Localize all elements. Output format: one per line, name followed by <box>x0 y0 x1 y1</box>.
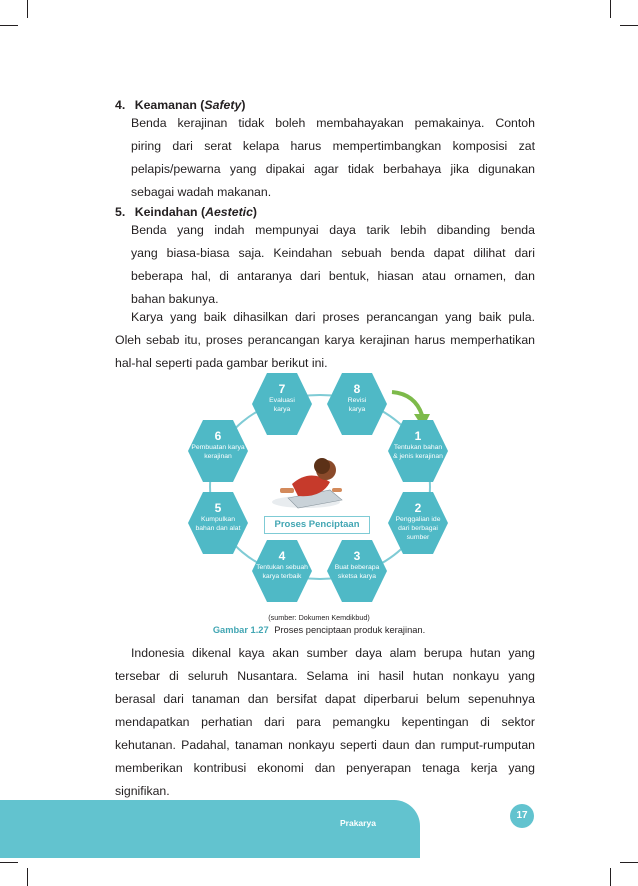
step-8-number: 8 <box>353 382 361 396</box>
step-5-text: Kumpulkan <box>200 516 235 523</box>
item4-line: Benda kerajinan tidak boleh membahayakan pemakainya. Contoh <box>131 116 535 130</box>
step-3-text: sketsa karya <box>337 573 377 580</box>
process-diagram <box>170 370 470 600</box>
footer-subject: Prakarya <box>340 818 376 828</box>
intro-line: hal-hal seperti pada gambar berikut ini. <box>115 356 328 370</box>
crop-mark <box>27 868 28 886</box>
step-5-text: bahan dan alat <box>195 525 241 532</box>
step-4-text: Tentukan sebuah <box>256 564 308 571</box>
page-number: 17 <box>510 804 534 828</box>
figure-caption-text: Proses penciptaan produk kerajinan. <box>274 625 426 635</box>
step-2-text: Penggalian ide <box>395 516 441 523</box>
item4-line: sebagai wadah makanan. <box>131 185 272 199</box>
figure-source: (sumber: Dokumen Kemdikbud) <box>268 613 370 622</box>
step-4-label <box>244 549 320 581</box>
crop-mark <box>610 0 611 18</box>
item5-line: beberapa hal, di antaranya dari bentuk, hiasan atau ornamen, dan <box>131 269 535 283</box>
closing-line: kehutanan. Padahal, tanaman nonkayu seperti daun dan rumput-rumputan <box>115 738 535 752</box>
step-8-text: Revisi <box>347 397 367 404</box>
step-1-number: 1 <box>414 429 422 443</box>
item4-title-english: Safety <box>204 98 242 112</box>
center-label: Proses Penciptaan <box>264 516 370 534</box>
step-7-label <box>244 382 320 414</box>
step-1-label <box>380 429 456 461</box>
item5-number: 5. <box>115 205 126 219</box>
closing-line: berasal dari tanaman dan bersifat dapat diperbarui belum sepenuhnya <box>115 692 535 706</box>
step-7-text: Evaluasi <box>269 397 295 404</box>
step-3-text: Buat beberapa <box>334 564 380 571</box>
closing-line: Indonesia dikenal kaya akan sumber daya alam berupa hutan yang <box>131 646 535 660</box>
intro-line: Oleh sebab itu, proses perancangan karya kerajinan harus memperhatikan <box>115 333 535 347</box>
figure-caption-label: Gambar 1.27 <box>212 625 269 635</box>
step-1-text: & jenis kerajinan <box>393 453 443 460</box>
item4-line: piring dari serat kelapa harus mempertimbangkan komposisi zat <box>131 139 535 153</box>
item5-title: Keindahan <box>134 205 198 219</box>
step-2-number: 2 <box>414 501 422 515</box>
step-5-label <box>180 501 256 533</box>
item5-line: bahan bakunya. <box>131 292 219 306</box>
crop-mark <box>0 25 18 26</box>
item4-heading: 4. Keamanan (Safety) <box>115 98 246 112</box>
step-2-text: dari berbagai <box>398 525 438 532</box>
crop-mark <box>620 862 638 863</box>
intro-line: Karya yang baik dihasilkan dari proses perancangan yang baik pula. <box>131 310 535 324</box>
crop-mark <box>620 25 638 26</box>
step-3-number: 3 <box>353 549 361 563</box>
step-8-label <box>319 382 395 414</box>
item5-line: Benda yang indah mempunyai daya tarik lebih dibanding benda <box>131 223 535 237</box>
item4-body <box>131 112 535 204</box>
item4-line: pelapis/pewarna yang dipakai agar tidak berbahaya jika digunakan <box>131 162 535 176</box>
step-8-text: karya <box>348 406 366 413</box>
step-7-number: 7 <box>278 382 286 396</box>
item5-title-english: Aestetic <box>205 205 253 219</box>
step-2-label <box>380 501 456 542</box>
cycle-arrow-icon <box>392 392 422 415</box>
item4-title: Keamanan <box>134 98 197 112</box>
item5-body <box>131 219 535 311</box>
step-4-number: 4 <box>278 549 286 563</box>
step-6-text: kerajinan <box>204 453 232 460</box>
crop-mark <box>0 862 18 863</box>
step-1-text: Tentukan bahan <box>393 444 443 451</box>
closing-paragraph <box>115 642 535 803</box>
crop-mark <box>27 0 28 18</box>
step-4-text: karya terbaik <box>262 573 302 580</box>
step-7-text: karya <box>273 406 291 413</box>
step-6-number: 6 <box>214 429 222 443</box>
closing-line: tersebar di seluruh Nusantara. Selama ini hasil hutan nonkayu yang <box>115 669 535 683</box>
item5-line: yang biasa-biasa saja. Keindahan sebuah benda dapat dilihat dari <box>131 246 535 260</box>
figure-caption <box>0 625 638 635</box>
closing-line: mendapatkan perhatian dari para pemangku kepentingan di sektor <box>115 715 535 729</box>
step-3-label <box>319 549 395 581</box>
step-2-text: sumber <box>406 534 430 541</box>
item5-heading: 5. Keindahan (Aestetic) <box>115 205 258 219</box>
craftsperson-illustration <box>272 450 342 510</box>
closing-line: memberikan kontribusi ekonomi dan penyerapan tenaga kerja yang <box>115 761 535 775</box>
step-6-text: Pembuatan karya <box>191 444 245 451</box>
step-6-label <box>180 429 256 461</box>
footer-band <box>0 800 420 858</box>
intro-paragraph <box>115 306 535 375</box>
closing-line: signifikan. <box>115 784 170 798</box>
step-5-number: 5 <box>214 501 222 515</box>
crop-mark <box>610 868 611 886</box>
item4-number: 4. <box>115 98 126 112</box>
